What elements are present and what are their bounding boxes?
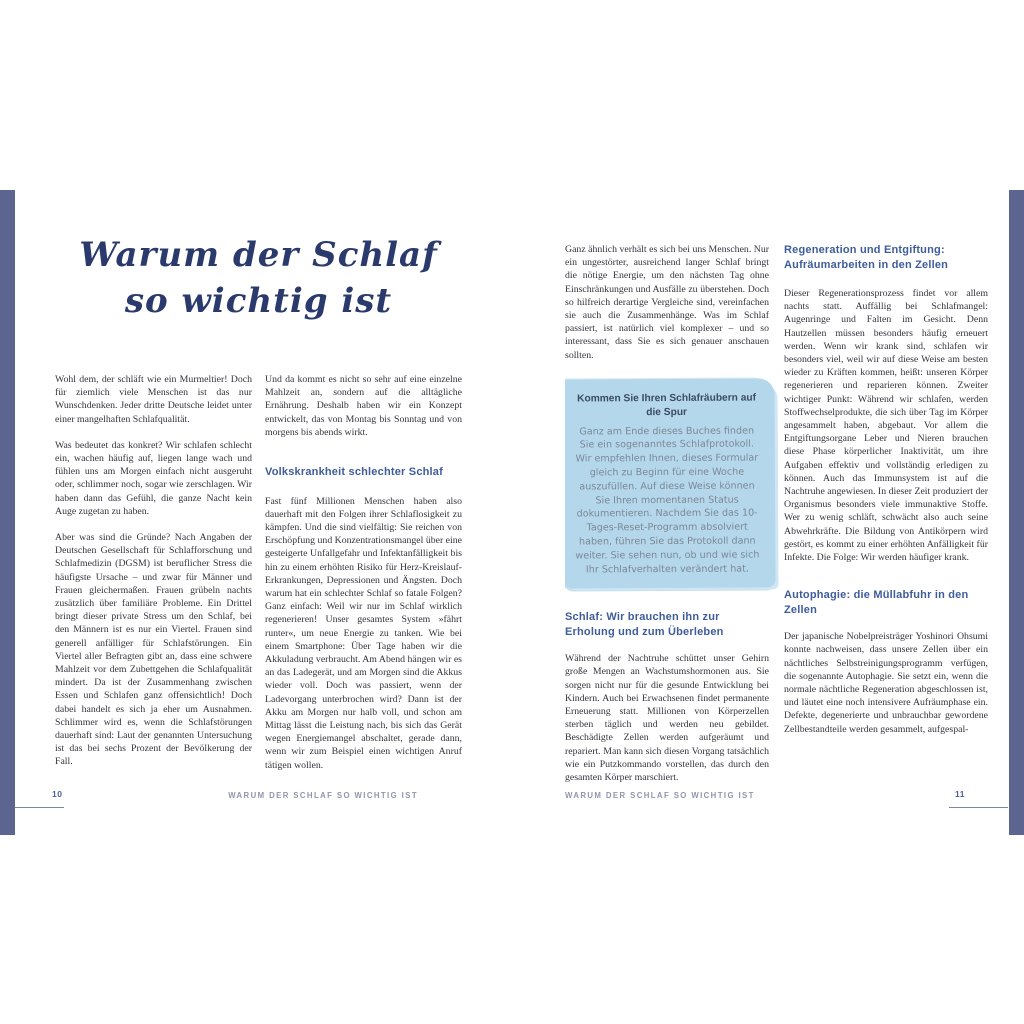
left-page-column-2 [265, 373, 462, 793]
running-head-right: WARUM DER SCHLAF SO WICHTIG IST [565, 791, 755, 800]
page-number-right: 11 [955, 789, 965, 799]
left-page-column-1 [55, 373, 252, 793]
section-heading-autophagie: Autophagie: die Müllabfuhr in den Zellen [784, 589, 969, 616]
paragraph: Aber was sind die Gründe? Nach Angaben der Deutschen Gesellschaft für Schlafforschung und Schlafmedizin (DGSM) ist beruflicher Stress die häufigste Ursache – und zwar für Männer und Frauen gleichermaßen. Frauen grübeln nachts zusätzlich über familiäre Probleme. Ein Drittel bringt dieser private Stress um den Schlaf, bei den Männern ist es nur ein Viertel. Frauen sind generell anfälliger für Schlafstörungen. Ein Viertel aller Befragten gibt an, dass eine schwere Mahlzeit vor dem Zubettgehen die Schlafqualität mindert. Da ist der Zusammenhang zwischen Essen und Schlafen ganz offensichtlich! Doch dabei handelt es sich ja eher um Ausnahmen. Schlimmer wird es, wenn die Schlafstörungen dauerhaft sind: Laut der genannten Untersuchung ist das bei sechs Prozent der Bevölkerung der Fall. [55, 532, 252, 768]
paragraph: Ganz ähnlich verhält es sich bei uns Menschen. Nur ein ungestörter, ausreichend langer Schlaf bringt die nötige Energie, um den nächsten Tag ohne Einschränkungen und Ausfälle zu überstehen. Doch so hilfreich derartige Vergleiche sind, vereinfachen sie auch die Zusammenhänge. Was im Schlaf passiert, ist natürlich viel komplexer – und so interessant, dass Sie es sich genauer anschauen sollten. [565, 244, 769, 361]
paragraph: Während der Nachtruhe schüttet unser Gehirn große Mengen an Wachstumshormonen aus. Sie sorgen nicht nur für die gesunde Entwicklung bei Kindern. Auch bei Erwachsenen findet permanente Erneuerung statt. Millionen von Körperzellen sterben täglich und werden neu gebildet. Beschädigte Zellen werden aufgeräumt und repariert. Man kann sich diesen Vorgang tatsächlich wie ein Putzkommando vorstellen, das durch den gesamten Körper marschiert. [565, 653, 769, 784]
running-head-left: WARUM DER SCHLAF SO WICHTIG IST [228, 791, 418, 800]
section-heading-volkskrankheit: Volkskrankheit schlechter Schlaf [265, 466, 443, 479]
paragraph: Wohl dem, der schläft wie ein Murmeltier! Doch für ziemlich viele Menschen ist das nur Wunschdenken. Jeder dritte Deutsche leidet unter einer mangelhaften Schlafqualität. [55, 374, 252, 425]
section-heading-regeneration: Regeneration und Entgiftung: Aufräumarbeiten in den Zellen [784, 244, 949, 271]
right-page-column-1 [565, 243, 769, 795]
right-page-column-2 [784, 243, 988, 795]
paragraph: Der japanische Nobelpreisträger Yoshinori Ohsumi konnte nachweisen, dass unsere Zellen über ein nächtliches Selbstreinigungsprogramm verfügen, die sogenannte Autophagie. Sie setzt ein, wenn die normale nächtliche Regeneration abgeschlossen ist, und läutet eine noch intensivere Aufräumphase ein. Defekte, degenerierte und unbrauchbar gewordene Zellbestandteile werden gesammelt, aufgespal- [784, 631, 988, 735]
chapter-title-line2: so wichtig ist [124, 281, 393, 321]
right-page-columns [565, 243, 988, 795]
infobox-schlafprotokoll [565, 378, 776, 588]
chapter-title [55, 232, 462, 324]
paragraph: Was bedeutet das konkret? Wir schlafen schlecht ein, wachen häufig auf, liegen lange wach und fühlen uns am Morgen einfach nicht ausgeruht oder, schlimmer noch, sogar wie zerschlagen. Wir haben dann das Gefühl, die ganze Nacht kein Auge zugetan zu haben. [55, 439, 252, 517]
right-cover-edge-bar [1009, 190, 1024, 835]
infobox-body: Ganz am Ende dieses Buches finden Sie ein sogenanntes Schlafprotokoll. Wir empfehlen Ihnen, dieses Formular gleich zu Beginn für eine Woche auszufüllen. Auf diese Weise können Sie Ihren momentanen Status dokumentieren. Nachdem Sie das 10-Tages-Reset-Programm absolviert haben, führen Sie das Protokoll dann weiter. Sie sehen nun, ob und wie sich Ihr Schlafverhalten verändert hat. [575, 424, 760, 575]
footer-rule-left [15, 807, 64, 808]
paragraph: Und da kommt es nicht so sehr auf eine einzelne Mahlzeit an, sondern auf die alltägliche Ernährung. Deshalb haben wir ein Konzept entwickelt, das von Montag bis Sonntag und von morgens bis abends wirkt. [265, 374, 462, 438]
page-number-left: 10 [52, 789, 63, 799]
left-page-columns [55, 373, 462, 793]
section-heading-erholung: Schlaf: Wir brauchen ihn zur Erholung und zum Überleben [565, 611, 724, 638]
chapter-title-line1: Warum der Schlaf [79, 235, 438, 275]
paragraph: Fast fünf Millionen Menschen haben also dauerhaft mit den Folgen ihrer Schlaflosigkeit zu kämpfen. Und die sind vielfältig: Sie reichen von Erschöpfung und Konzentrationsmangel über eine gesteigerte Unfallgefahr und Infektanfälligkeit bis hin zu einem erhöhten Risiko für Herz-Kreislauf-Erkrankungen, Depressionen und Ängsten. Doch warum hat ein schlechter Schlaf so fatale Folgen? Ganz einfach: Weil wir nur im Schlaf wirklich regenerieren! Unser gesamtes System »fährt runter«, um neue Energie zu tanken. Wie bei einem Smartphone: Über Tage haben wir die Akkuladung verbraucht. Am Abend hängen wir es an das Ladegerät, und am Morgen sind die Akkus wieder voll. Doch was passiert, wenn der Ladevorgang unterbrochen wird? Dann ist der Akku am Morgen nur halb voll, und schon am Mittag lässt die Leistung nach, bis sich das Gerät wegen Energiemangel abschaltet, gerade dann, wenn wir zum Beispiel einen wichtigen Anruf tätigen wollen. [265, 495, 462, 771]
left-cover-edge-bar [0, 190, 15, 835]
paragraph: Dieser Regenerationsprozess findet vor allem nachts statt. Auffällig bei Schlafmangel: Augenringe und Falten im Gesicht. Denn Hautzellen müssen besonders häufig erneuert werden. Wenn wir krank sind, schlafen wir besonders viel, weil wir auf diese Weise am besten wieder zu Kräften kommen, heißt: unseren Körper regenerieren und reparieren können. Zweiter wichtiger Punkt: Während wir schlafen, werden Stoffwechselprodukte, die sich über Tag im Körper angesammelt haben, abgebaut. Vor allem die Entgiftungsorgane Leber und Nieren brauchen diese Phase körperlicher Inaktivität, um ihre Aufgaben effektiv und vollständig erledigen zu können. Auch das Immunsystem ist auf die Nachtruhe angewiesen. In dieser Zeit produziert der Organismus besonders viele immunaktive Stoffe. Wer zu wenig schläft, schwächt also auch seine Abwehrkräfte. Die Bildung von Antikörpern wird gestört, es kommt zu einer erhöhten Anfälligkeit für Infekte. Die Folge: Wir werden häufiger krank. [784, 288, 988, 564]
footer-rule-right [949, 807, 1008, 808]
infobox-title: Kommen Sie Ihren Schlafräubern auf die Spur [577, 392, 757, 418]
